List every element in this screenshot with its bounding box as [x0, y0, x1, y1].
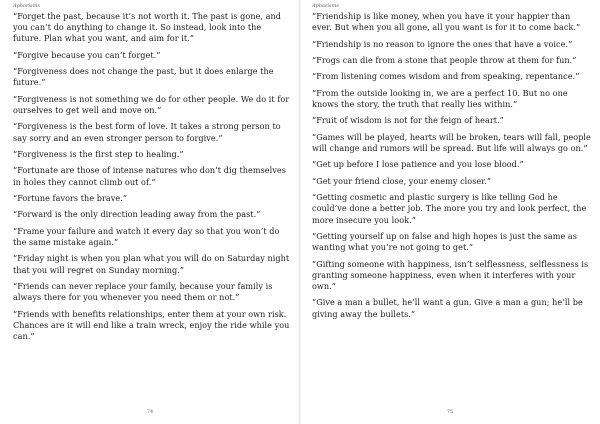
quote: “Friends with benefits relationships, enter them at your own risk. Chances are it will end like a train wreck, enjoy the ride while you can.”	[13, 308, 290, 341]
quote: “Forgiveness does not change the past, but it does enlarge the future.”	[13, 66, 274, 88]
quote: “Frame your failure and watch it every day so that you won’t do the same mistake again.”	[13, 225, 280, 247]
quote: “Fortunate are those of intense natures who don’t dig themselves in holes they cannot climb out of.”	[13, 165, 286, 187]
quote: “Getting cosmetic and plastic surgery is like telling God he could’ve done a better job. The more you try and look perfect, the more insecure you look.”	[312, 192, 587, 225]
book-gutter	[299, 0, 301, 424]
right-quote-list	[312, 11, 592, 325]
quote: “Get up before I lose patience and you lose blood.”	[312, 159, 524, 170]
quote: “Gifting someone with happiness, isn’t selflessness, selflessness is granting someone happiness, even when it interferes with your own.”	[312, 258, 589, 291]
quote: “Give a man a bullet, he’ll want a gun. Give a man a gun; he’ll be giving away the bullets.”	[312, 297, 583, 319]
quote: “From listening comes wisdom and from speaking, repentance.”	[312, 71, 580, 82]
left-page-number: 74	[146, 409, 154, 415]
quote: “Games will be played, hearts will be broken, tears will fall, people will change and rumors will be spread. But life will always go on.”	[312, 131, 591, 153]
quote: “Friday night is when you plan what you will do on Saturday night that you will regret on Sunday morning.”	[13, 253, 290, 275]
right-running-head: Aphorisms	[312, 3, 339, 9]
quote: “Fruit of wisdom is not for the feign of heart.”	[312, 115, 504, 126]
quote: “Forget the past, because it’s not worth it. The past is gone, and you can’t do anything to change it. So instead, look into the future. Plan what you want, and aim for it.”	[13, 11, 282, 44]
left-running-head: Aphorisms	[13, 3, 40, 9]
quote: “Forward is the only direction leading away from the past.”	[13, 209, 261, 220]
quote: “Friendship is like money, when you have it your happier than ever. But when you all gone, all you want is for it to come back.”	[312, 11, 581, 33]
quote: “Get your friend close, your enemy closer.”	[312, 175, 492, 186]
quote: “Friends can never replace your family, because your family is always there for you whenever you need them or not.”	[13, 280, 273, 303]
quote: “Forgive because you can’t forget.”	[13, 49, 161, 60]
right-page	[300, 0, 600, 424]
quote: “Forgiveness is the best form of love. It takes a strong person to say sorry and an even stronger person to forgive.”	[13, 121, 281, 143]
quote: “Frogs can die from a stone that people throw at them for fun.”	[312, 54, 577, 65]
quote: “Friendship is no reason to ignore the ones that have a voice.”	[312, 38, 573, 49]
quote: “Fortune favors the brave.”	[13, 192, 128, 203]
quote: “Forgiveness is not something we do for other people. We do it for ourselves to get well and move on.”	[13, 93, 290, 115]
left-quote-list	[13, 11, 290, 347]
quote: “Forgiveness is the first step to healing.”	[13, 148, 184, 159]
quote: “Getting yourself up on false and high hopes is just the same as wanting what you’re not going to get.”	[312, 230, 578, 253]
quote: “From the outside looking in, we are a perfect 10. But no one knows the story, the truth that really lies within.”	[312, 87, 568, 109]
right-page-number: 75	[446, 409, 454, 415]
